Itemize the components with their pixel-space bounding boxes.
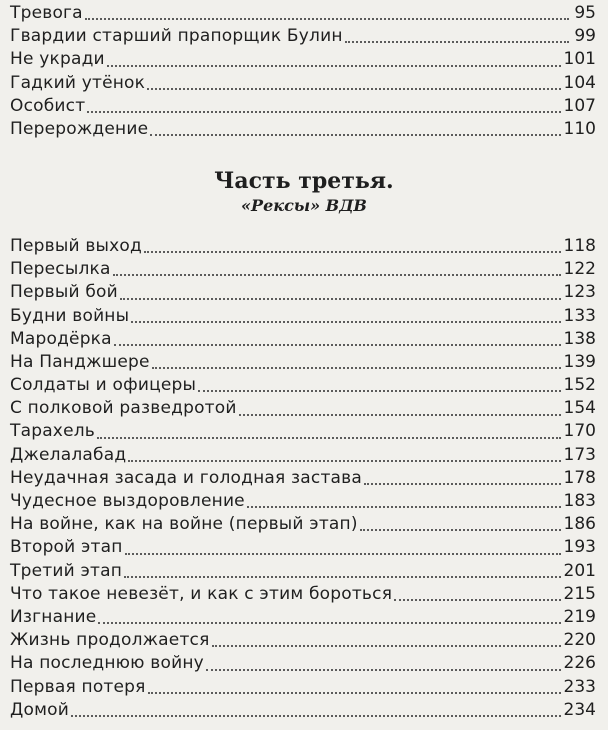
toc-entry-page-number: 226 [563, 653, 596, 674]
toc-entry-page-number: 173 [563, 444, 596, 465]
toc-entry-page-number: 201 [563, 560, 596, 581]
toc-entry-title: Первый бой [10, 282, 118, 303]
dot-leader [239, 413, 561, 416]
dot-leader [147, 87, 560, 90]
toc-entry-page-number: 183 [563, 491, 596, 512]
toc-entry [10, 444, 596, 467]
dot-leader [148, 691, 561, 694]
toc-entry [10, 118, 596, 141]
toc-entry-page-number: 139 [563, 351, 596, 372]
toc-entry [10, 305, 596, 328]
toc-entry [10, 676, 596, 699]
toc-entry-title: Мародёрка [10, 328, 112, 349]
toc-entry-page-number: 193 [563, 537, 596, 558]
toc-list-previous-part [10, 2, 596, 141]
toc-entry [10, 328, 596, 351]
dot-leader [113, 273, 561, 276]
toc-entry [10, 351, 596, 374]
dot-leader [131, 320, 560, 323]
toc-entry-title: Изгнание [10, 606, 97, 627]
dot-leader [394, 598, 560, 601]
dot-leader [206, 668, 561, 671]
toc-entry-title: Что такое невезёт, и как с этим бороться [10, 583, 393, 604]
dot-leader [198, 389, 560, 392]
dot-leader [360, 528, 561, 531]
toc-entry-page-number: 138 [563, 328, 596, 349]
toc-entry-page-number: 170 [563, 421, 596, 442]
toc-entry-title: Гвардии старший прапорщик Булин [10, 26, 343, 47]
dot-leader [98, 621, 560, 624]
toc-entry-page-number: 122 [563, 259, 596, 280]
toc-entry-title: Чудесное выздоровление [10, 491, 245, 512]
dot-leader [120, 297, 561, 300]
dot-leader [107, 64, 561, 67]
toc-entry [10, 467, 596, 490]
toc-entry-page-number: 233 [563, 676, 596, 697]
toc-entry-page-number: 123 [563, 282, 596, 303]
toc-entry [10, 374, 596, 397]
dot-leader [114, 343, 561, 346]
toc-entry-title: Тревога [10, 2, 83, 23]
toc-entry-page-number: 152 [563, 375, 596, 396]
toc-entry-page-number: 104 [563, 72, 596, 93]
toc-entry-page-number: 219 [563, 606, 596, 627]
toc-entry [10, 652, 596, 675]
toc-entry-page-number: 220 [563, 630, 596, 651]
toc-entry-page-number: 178 [563, 467, 596, 488]
toc-entry [10, 48, 596, 71]
toc-entry [10, 25, 596, 48]
toc-entry [10, 72, 596, 95]
toc-entry-page-number: 107 [563, 95, 596, 116]
toc-entry-title: Жизнь продолжается [10, 630, 210, 651]
toc-entry-title: Первый выход [10, 235, 142, 256]
toc-entry-title: Пересылка [10, 259, 111, 280]
toc-entry [10, 258, 596, 281]
toc-entry-title: Перерождение [10, 118, 149, 139]
dot-leader [144, 250, 561, 253]
toc-entry-title: Будни войны [10, 305, 130, 326]
toc-entry-title: Второй этап [10, 537, 123, 558]
toc-entry [10, 536, 596, 559]
toc-entry [10, 2, 596, 25]
part-subtitle: «Рексы» ВДВ [241, 196, 367, 215]
toc-entry [10, 95, 596, 118]
dot-leader [87, 110, 560, 113]
toc-entry-title: Особист [10, 95, 86, 116]
toc-entry [10, 235, 596, 258]
toc-entry-title: Не укради [10, 49, 105, 70]
dot-leader [212, 644, 561, 647]
toc-entry-page-number: 118 [563, 235, 596, 256]
dot-leader [128, 459, 560, 462]
dot-leader [85, 17, 569, 20]
toc-entry-page-number: 215 [563, 583, 596, 604]
toc-entry-page-number: 110 [563, 118, 596, 139]
toc-entry-title: Джелалабад [10, 444, 127, 465]
toc-entry-title: Первая потеря [10, 676, 146, 697]
dot-leader [124, 575, 561, 578]
dot-leader [247, 505, 561, 508]
toc-entry-title: Солдаты и офицеры [10, 375, 197, 396]
toc-entry-title: На войне, как на войне (первый этап) [10, 514, 358, 535]
toc-entry [10, 513, 596, 536]
toc-entry-page-number: 133 [563, 305, 596, 326]
toc-entry-page-number: 186 [563, 514, 596, 535]
dot-leader [71, 714, 561, 717]
toc-entry [10, 583, 596, 606]
toc-entry-title: Третий этап [10, 560, 123, 581]
dot-leader [345, 40, 569, 43]
toc-entry-title: Тарахель [10, 421, 96, 442]
toc-entry-title: С полковой разведротой [10, 398, 237, 419]
toc-entry-title: Гадкий утёнок [10, 72, 146, 93]
toc-entry-title: Домой [10, 699, 69, 720]
toc-entry-page-number: 99 [574, 26, 596, 47]
toc-entry [10, 629, 596, 652]
dot-leader [152, 366, 561, 369]
toc-entry [10, 490, 596, 513]
toc-entry [10, 397, 596, 420]
toc-entry-page-number: 234 [563, 699, 596, 720]
dot-leader [125, 552, 561, 555]
toc-entry [10, 281, 596, 304]
dot-leader [150, 133, 560, 136]
part-title: Часть третья. [214, 168, 394, 194]
toc-entry [10, 421, 596, 444]
dot-leader [97, 436, 561, 439]
dot-leader [364, 482, 561, 485]
toc-entry-title: На Панджшере [10, 351, 150, 372]
toc-entry-page-number: 101 [563, 49, 596, 70]
toc-entry [10, 606, 596, 629]
toc-entry-page-number: 95 [574, 2, 596, 23]
toc-entry-page-number: 154 [563, 398, 596, 419]
toc-entry [10, 560, 596, 583]
toc-entry-title: На последнюю войну [10, 653, 204, 674]
toc-entry [10, 699, 596, 722]
toc-list-part-three [10, 235, 596, 722]
toc-entry-title: Неудачная засада и голодная застава [10, 467, 363, 488]
